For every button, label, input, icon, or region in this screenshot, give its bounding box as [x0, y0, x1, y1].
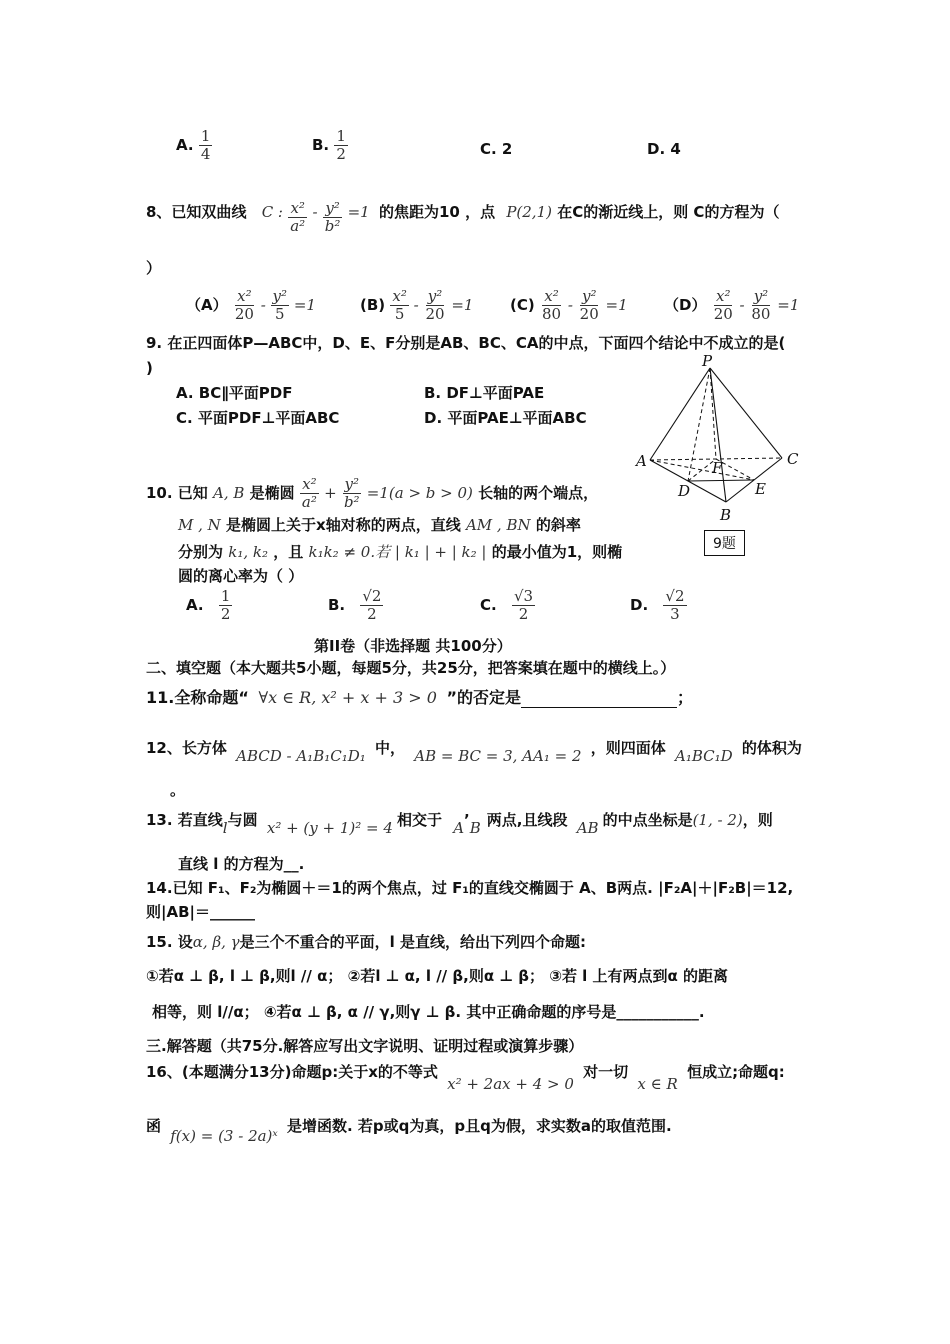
q10-option-c	[480, 588, 535, 623]
q16-function: f(x) = (3 - 2a)ˣ	[170, 1127, 278, 1145]
q13-comma: ’	[464, 811, 470, 829]
point-c: C	[787, 450, 799, 468]
q12-tetrahedron: A₁BC₁D	[674, 747, 733, 765]
q7-option-d: D. 4	[647, 140, 681, 158]
q12	[146, 738, 802, 765]
fraction: $\frac{\text{y²}}{20}$	[425, 287, 445, 323]
answer-blank[interactable]	[521, 691, 677, 708]
q16-mid: 对一切	[583, 1063, 629, 1081]
q10-ab: A, B	[213, 484, 245, 502]
point-d: D	[678, 482, 691, 500]
point-f: F	[712, 459, 723, 477]
q9-option-d: D. 平面PAE⊥平面ABC	[424, 409, 587, 427]
option-label: A.	[186, 596, 204, 614]
section3-heading: 三.解答题（共75分.解答应写出文字说明、证明过程或演算步骤）	[146, 1037, 584, 1055]
option-label: C.	[480, 596, 497, 614]
q7-option-b	[312, 128, 348, 163]
q9-line2: )	[146, 359, 153, 377]
fraction: $\frac{\text{y²}}{20}$	[579, 287, 599, 323]
q10-cond2: k₁k₂ ≠ 0.若 | k₁ | + | k₂ |	[308, 543, 487, 561]
q10-mn: M , N	[178, 516, 221, 534]
q10-condition: =1(a > b > 0)	[366, 484, 473, 502]
q10-l3a: 分别为	[178, 543, 224, 561]
q7-option-a	[176, 128, 212, 163]
q10-option-d	[630, 588, 687, 623]
q10-option-a	[186, 588, 232, 623]
q10-lines: AM , BN	[465, 516, 531, 534]
denominator: 2	[220, 605, 231, 623]
fraction	[512, 588, 535, 623]
point-b: B	[720, 506, 732, 524]
q9-line1: 9. 在正四面体P—ABC中，D、E、F分别是AB、BC、CA的中点，下面四个结论中不成立的是(	[146, 334, 786, 352]
q9-option-a: A. BC∥平面PDF	[176, 384, 293, 402]
q8-close: ）	[146, 259, 162, 277]
fraction: $\frac{\text{y²}}{80}$	[751, 287, 771, 323]
q15-line3: 相等，则 l//α； ④若α ⊥ β, α // γ,则γ ⊥ β. 其中正确命题的序号是___________.	[152, 1003, 705, 1021]
numerator: 1	[200, 127, 211, 145]
q12-tail: ，则四面体	[590, 739, 666, 757]
q12-condition: AB = BC = 3, AA₁ = 2	[414, 747, 582, 765]
figure-label: 9题	[704, 530, 745, 556]
section2-title: 第II卷（非选择题 共100分）	[314, 637, 512, 655]
numerator: √3	[513, 587, 534, 605]
q10-l2b: 是椭圆上关于x轴对称的两点，直线	[226, 516, 461, 534]
q8-line1: 8、已知双曲线 C : $\frac{\text{x²}}{\text{a²}}$ - $\frac{\text{y²}}{\text{b²}}$ =1 的焦距为10 ，点 P(2,1) 在C的渐近线上，则 C的方程为（	[146, 199, 780, 235]
q16-prefix: 16、(本题满分13分)命题p:关于x的不等式	[146, 1063, 438, 1081]
q10-l3c: ，且	[273, 543, 304, 561]
q12-prefix: 12、长方体	[146, 739, 227, 757]
numerator: 1	[220, 587, 231, 605]
q13-prefix: 13. 若直线	[146, 811, 223, 829]
q8-point: P(2,1)	[506, 203, 552, 221]
denominator: 20	[713, 305, 733, 323]
fraction-x2-a2: $\frac{\text{x²}}{\text{a²}}$	[301, 475, 317, 511]
option-label: D.	[630, 596, 649, 614]
denominator: 80	[541, 305, 562, 323]
q16-line2	[146, 1116, 672, 1145]
q8-tail: 在C的渐近线上，则 C的方程为（	[557, 203, 780, 221]
fraction: $\frac{\text{x²}}{80}$	[541, 287, 562, 323]
q8-option-c: (C) $\frac{\text{x²}}{80}$ - $\frac{\text{y²}}{20}$ =1	[510, 287, 628, 323]
point-e: E	[755, 480, 766, 498]
q16-inequality: x² + 2ax + 4 > 0	[447, 1075, 574, 1093]
q11-expression: ∀x ∈ R, x² + x + 3 > 0	[258, 688, 437, 707]
section2-heading: 二、填空题（本大题共5小题，每题5分，共25分，把答案填在题中的横线上。）	[146, 659, 676, 677]
q13-segment: AB	[576, 819, 599, 837]
q16-line2a: 函	[146, 1117, 162, 1135]
q13-point-a: A	[453, 819, 465, 837]
q8-option-a: （A） $\frac{\text{x²}}{20}$ - $\frac{\text{y²}}{5}$ =1	[186, 287, 316, 323]
q8-option-d: （D） $\frac{\text{x²}}{20}$ - $\frac{\text{y²}}{80}$ =1	[664, 287, 800, 323]
q13-d: 的中点坐标是	[602, 811, 693, 829]
tetrahedron-figure	[630, 352, 810, 527]
fraction: $\frac{\text{x²}}{20}$	[713, 287, 733, 323]
q11-suffix: ”的否定是	[446, 688, 522, 707]
fraction	[199, 128, 213, 163]
q13-a: 与圆	[227, 811, 258, 829]
fraction: $\frac{\text{x²}}{5}$	[392, 287, 407, 323]
q8-prefix: 8、已知双曲线	[146, 203, 247, 221]
denominator: 20	[579, 305, 599, 323]
q10-mid: 是椭圆	[249, 484, 295, 502]
point-p: P	[702, 352, 713, 370]
fraction-y2-b2: $\frac{\text{y²}}{\text{b²}}$	[324, 199, 341, 235]
q13-line2: 直线 l 的方程为__.	[178, 855, 305, 873]
q14-line1: 14.已知 F₁、F₂为椭圆＋＝1的两个焦点，过 F₁的直线交椭圆于 A、B两点. |F₂A|＋|F₂B|＝12,	[146, 879, 794, 897]
denominator: 20	[234, 305, 254, 323]
q12-period: 。	[170, 781, 186, 799]
denominator: 4	[200, 145, 211, 163]
q10-l3e: 的最小值为1，则椭	[491, 543, 623, 561]
q16-domain: x ∈ R	[637, 1075, 678, 1093]
fraction	[219, 588, 233, 623]
option-label: (B)	[360, 296, 386, 314]
q14-line2: 则|AB|＝______	[146, 903, 255, 921]
q13-e: ，则	[742, 811, 773, 829]
q13-l: l	[222, 819, 228, 837]
option-label: （A）	[186, 296, 228, 314]
denominator: 5	[394, 305, 405, 323]
fraction: $\frac{\text{x²}}{20}$	[234, 287, 254, 323]
option-label: B.	[312, 136, 330, 154]
q9-option-c: C. 平面PDF⊥平面ABC	[176, 409, 340, 427]
option-label: A.	[176, 136, 194, 154]
q15-line1	[146, 932, 586, 952]
option-label: B.	[328, 596, 346, 614]
q15-rest: 是三个不重合的平面，l 是直线，给出下列四个命题:	[239, 933, 587, 951]
q11-prefix: 11.全称命题“	[146, 688, 249, 707]
q8-curve: C :	[261, 203, 283, 221]
q16-line2b: 是增函数. 若p或q为真，p且q为假，求实数a的取值范围.	[286, 1117, 672, 1135]
denominator: 20	[425, 305, 445, 323]
q11-end: ；	[677, 688, 694, 707]
q12-cuboid: ABCD - A₁B₁C₁D₁	[236, 747, 366, 765]
q16-tail: 恒成立;命题q:	[687, 1063, 785, 1081]
fraction	[663, 588, 686, 623]
point-a: A	[636, 452, 647, 470]
fraction	[334, 128, 348, 163]
q7-option-c: C. 2	[480, 140, 513, 158]
numerator: √2	[362, 587, 382, 605]
q10-prefix: 10. 已知	[146, 484, 208, 502]
q13-c: 两点,且线段	[486, 811, 568, 829]
q9-option-b: B. DF⊥平面PAE	[424, 384, 545, 402]
q10-line2	[178, 515, 581, 535]
option-label: (C)	[510, 296, 535, 314]
q10-option-b	[328, 588, 383, 623]
denominator: 80	[751, 305, 771, 323]
q13-circle: x² + (y + 1)² = 4	[266, 819, 393, 837]
fraction	[360, 588, 383, 623]
option-label: （D）	[664, 296, 707, 314]
numerator: 1	[336, 127, 346, 145]
q10-line1: 10. 已知 A, B 是椭圆 $\frac{\text{x²}}{\text{a²}}$ + $\frac{\text{y²}}{\text{b²}}$ =1(a > b > 0) 长轴的两个端点，	[146, 475, 599, 511]
fraction-x2-a2: $\frac{\text{x²}}{\text{a²}}$	[290, 199, 306, 235]
q15-line2: ①若α ⊥ β, l ⊥ β,则l // α； ②若l ⊥ α, l // β,则α ⊥ β； ③若 l 上有两点到α 的距离	[146, 967, 729, 985]
q12-mid: 中，	[375, 739, 406, 757]
fraction-y2-b2: $\frac{\text{y²}}{\text{b²}}$	[343, 475, 360, 511]
denominator: 5	[275, 305, 285, 323]
q13-line1	[146, 810, 773, 837]
q13-b: 相交于	[396, 811, 442, 829]
q10-line4: 圆的离心率为（ ）	[178, 567, 304, 585]
q10-line3	[178, 542, 622, 562]
q13-midpoint: (1, - 2)	[692, 811, 743, 829]
denominator: 2	[336, 145, 346, 163]
q11	[146, 688, 693, 708]
numerator: √2	[665, 587, 685, 605]
denominator: 2	[518, 605, 529, 623]
fraction: $\frac{\text{y²}}{5}$	[272, 287, 288, 323]
q13-point-b: B	[469, 819, 481, 837]
q10-l2d: 的斜率	[535, 516, 581, 534]
q15-prefix: 15. 设	[146, 933, 193, 951]
q15-planes: α, β, γ	[192, 933, 240, 951]
q8-mid: 的焦距为10 ，点	[378, 203, 496, 221]
q10-k: k₁, k₂	[228, 543, 268, 561]
q12-end: 的体积为	[741, 739, 802, 757]
q8-option-b: (B) $\frac{\text{x²}}{5}$ - $\frac{\text{y²}}{20}$ =1	[360, 287, 474, 323]
denominator: 3	[670, 605, 680, 623]
q10-tail: 长轴的两个端点，	[478, 484, 599, 502]
denominator: 2	[367, 605, 377, 623]
q16-line1	[146, 1062, 785, 1093]
q8-rhs: =1	[347, 203, 370, 221]
